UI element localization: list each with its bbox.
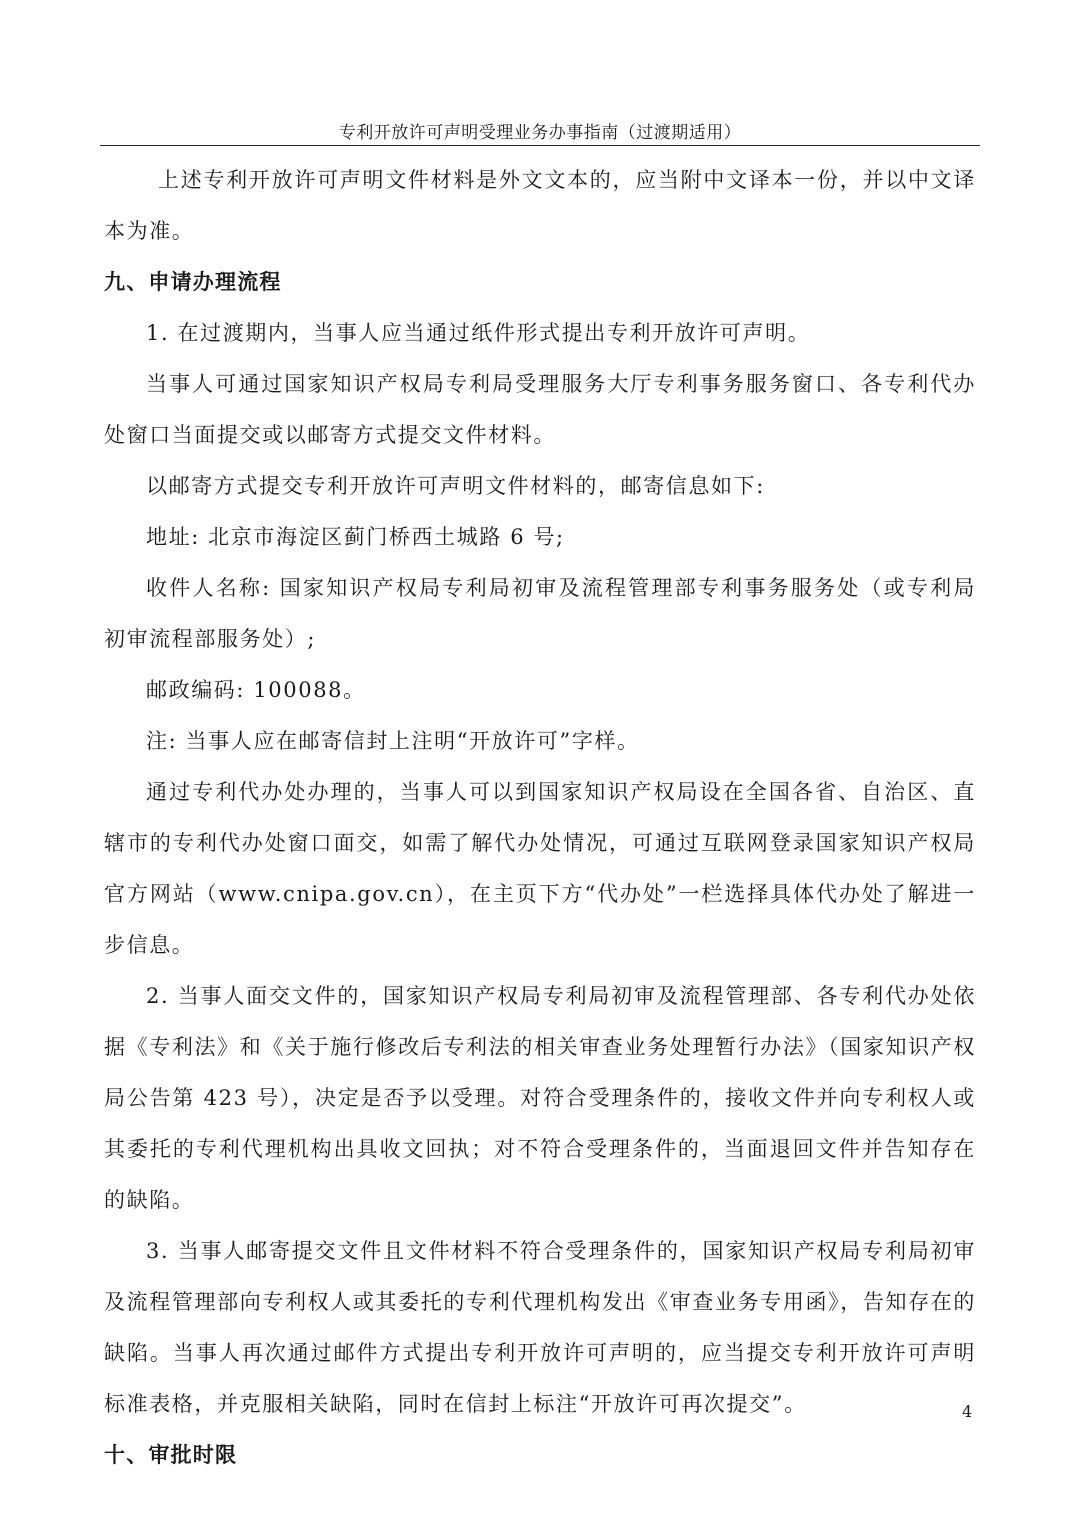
paragraph-step-2: 2. 当事人面交文件的，国家知识产权局专利局初审及流程管理部、各专利代办处依据《专利法》和《关于施行修改后专利法的相关审查业务处理暂行办法》（国家知识产权局公告第 423 号），决定是否予以受理。对符合受理条件的，接收文件并向专利权人或其委托的专利代理机构出具收文回执；对不符合受理条件的，当面退回文件并告知存在的缺陷。 (104, 984, 976, 1212)
paragraph-recipient: 收件人名称: 国家知识产权局专利局初审及流程管理部专利事务服务处（或专利局初审流程部服务处）; (104, 576, 976, 651)
paragraph-submission-channels: 当事人可通过国家知识产权局专利局受理服务大厅专利事务服务窗口、各专利代办处窗口当面提交或以邮寄方式提交文件材料。 (104, 372, 976, 447)
paragraph-agency: 通过专利代办处办理的，当事人可以到国家知识产权局设在全国各省、自治区、直辖市的专利代办处窗口面交，如需了解代办处情况，可通过互联网登录国家知识产权局官方网站（www.cnipa.gov.cn），在主页下方“代办处”一栏选择具体代办处了解进一步信息。 (104, 780, 976, 957)
paragraph-note: 注: 当事人应在邮寄信封上注明“开放许可”字样。 (146, 729, 640, 753)
header-rule (100, 145, 980, 146)
section-heading-9: 九、申请办理流程 (104, 270, 282, 294)
page-number: 4 (962, 1402, 973, 1421)
running-header: 专利开放许可声明受理业务办事指南（过渡期适用） (338, 123, 742, 143)
paragraph-step-3: 3. 当事人邮寄提交文件且文件材料不符合受理条件的，国家知识产权局专利局初审及流程管理部向专利权人或其委托的专利代理机构发出《审查业务专用函》，告知存在的缺陷。当事人再次通过邮件方式提出专利开放许可声明的，应当提交专利开放许可声明标准表格，并克服相关缺陷，同时在信封上标注“开放许可再次提交”。 (104, 1239, 976, 1416)
section-heading-10: 十、审批时限 (104, 1443, 238, 1467)
paragraph-foreign-text: 上述专利开放许可声明文件材料是外文文本的，应当附中文译本一份，并以中文译本为准。 (104, 168, 976, 243)
paragraph-postcode: 邮政编码: 100088。 (146, 678, 366, 702)
paragraph-mail-info-intro: 以邮寄方式提交专利开放许可声明文件材料的，邮寄信息如下: (146, 474, 765, 498)
paragraph-step-1: 1. 在过渡期内，当事人应当通过纸件形式提出专利开放许可声明。 (146, 321, 811, 345)
paragraph-address: 地址: 北京市海淀区蓟门桥西土城路 6 号; (146, 525, 565, 549)
document-body (104, 155, 976, 1481)
